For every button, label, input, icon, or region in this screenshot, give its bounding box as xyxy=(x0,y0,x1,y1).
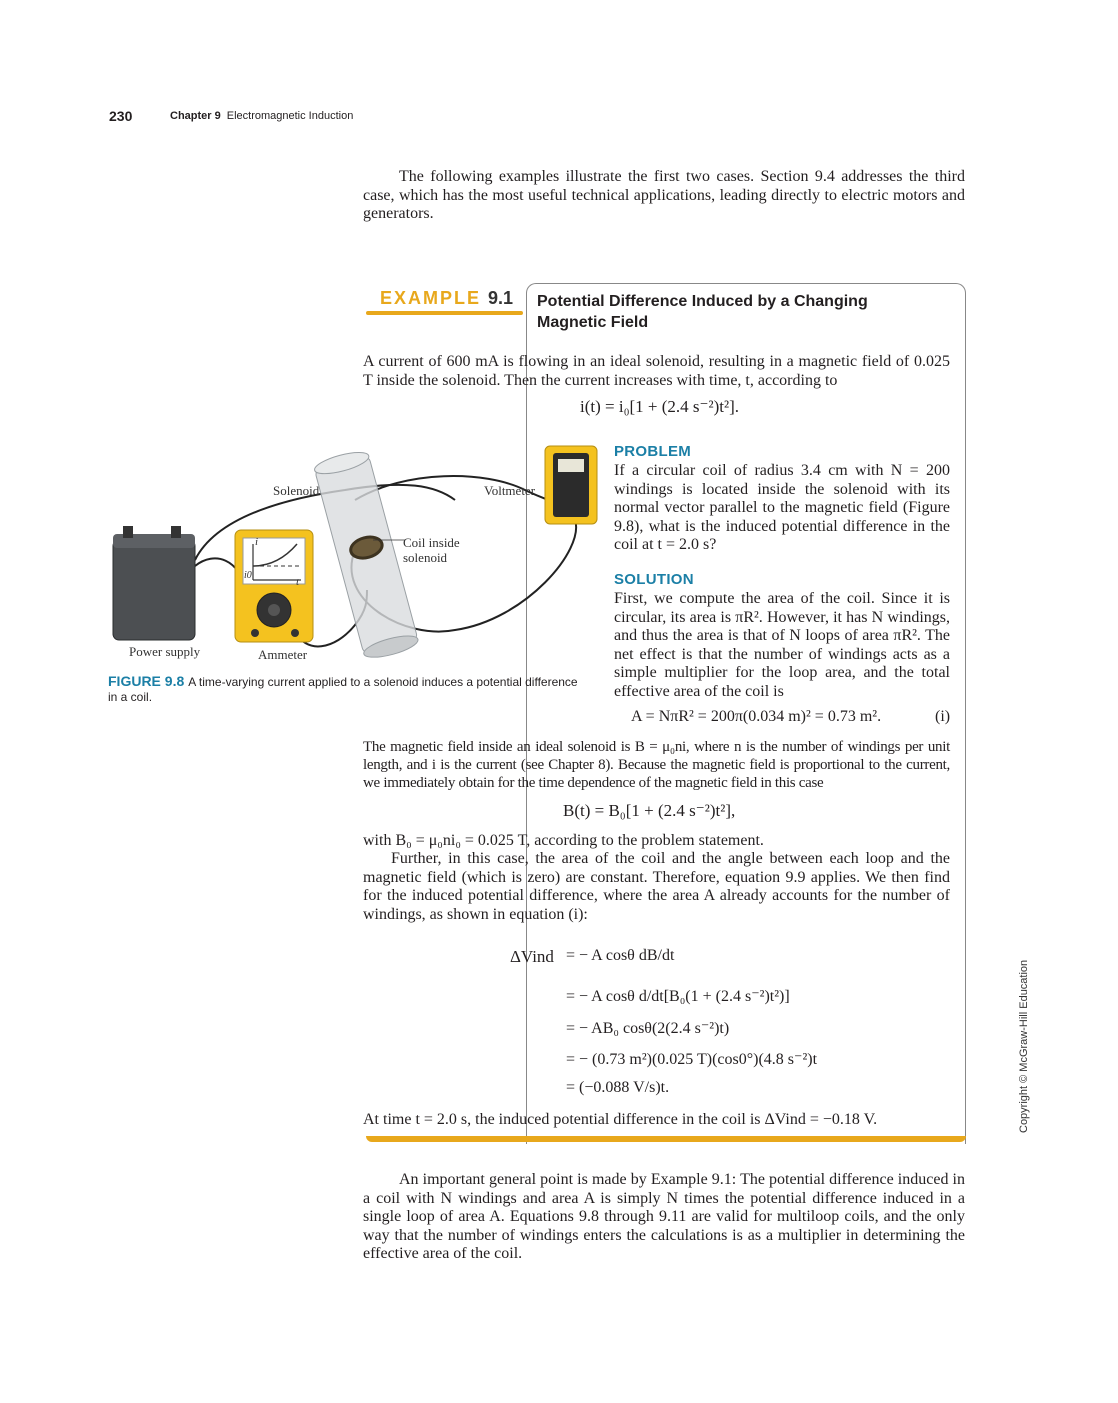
label-ammeter: Ammeter xyxy=(258,647,308,662)
label-axis-i: i xyxy=(255,536,259,548)
example-label-number: 9.1 xyxy=(488,288,514,308)
derivation-line-3: = − AB₀ cosθ(2(2.4 s⁻²)t) xyxy=(566,1020,730,1037)
example-label-bar xyxy=(366,311,523,315)
derivation-line-5: = (−0.088 V/s)t. xyxy=(566,1079,670,1096)
solution-text: First, we compute the area of the coil. Since it is circular, its area is πR². However, it has N windings, and thus the area is that of N loops of area πR². The net effect is that the number of windings acts as a simple multiplier for the loop area, and the total effective area of the coil is xyxy=(614,590,950,700)
further-paragraph: Further, in this case, the area of the coil and the angle between each loop and the magnetic field (which is zero) are constant. Therefore, equation 9.9 applies. We then find for the induced potential difference, where the area A already accounts for the number of windings, as shown in equation (i): xyxy=(363,850,950,923)
equation-current: i(t) = i₀[1 + (2.4 s⁻²)t²]. xyxy=(580,397,739,416)
answer-line: At time t = 2.0 s, the induced potential difference in the coil is ΔVind = −0.18 V. xyxy=(363,1111,878,1128)
label-coil-line2: solenoid xyxy=(403,550,448,565)
page-number: 230 xyxy=(109,108,133,124)
intro-paragraph: The following examples illustrate the first two cases. Section 9.4 addresses the third case, which has the most useful technical applications, leading directly to electric motors and generators. xyxy=(363,168,965,222)
voltmeter xyxy=(545,446,597,524)
example-title: Potential Difference Induced by a Changing Magnetic Field xyxy=(537,293,868,331)
with-line: with B₀ = μ₀ni₀ = 0.025 T, according to the problem statement. xyxy=(363,832,764,849)
power-supply xyxy=(113,526,195,640)
closing-paragraph: An important general point is made by Example 9.1: The potential difference induced in a coil with N windings and area A is simply N times the potential difference induced in a single loop of area A. Equations 9.8 through 9.11 are valid for multiloop coils, and the only way that the number of windings enters the calculations is as a multiplier in determining the effective area of the coil. xyxy=(363,1171,965,1262)
label-power-supply: Power supply xyxy=(129,644,201,659)
figure-caption-text: A time-varying current applied to a solenoid induces a potential difference in a coil. xyxy=(108,675,578,704)
side-copyright: Copyright © McGraw-Hill Education xyxy=(1018,959,1030,1133)
example-label-word: EXAMPLE xyxy=(380,288,482,308)
label-axis-t: t xyxy=(296,576,300,588)
figure-9-8-illustration xyxy=(105,440,605,672)
derivation-lhs: ΔVind xyxy=(510,947,554,966)
figure-label: FIGURE 9.8 xyxy=(108,673,185,689)
derivation-line-2: = − A cosθ d/dt[B₀(1 + (2.4 s⁻²)t²)] xyxy=(566,988,790,1005)
derivation-line-1: = − A cosθ dB/dt xyxy=(566,947,675,964)
problem-heading: PROBLEM xyxy=(614,443,692,460)
derivation-line-4: = − (0.73 m²)(0.025 T)(cos0°)(4.8 s⁻²)t xyxy=(566,1051,818,1068)
equation-area-tag: (i) xyxy=(935,708,951,725)
equation-area: A = NπR² = 200π(0.034 m)² = 0.73 m². xyxy=(631,708,882,725)
label-axis-i0: i0 xyxy=(244,570,252,581)
label-solenoid: Solenoid xyxy=(273,483,320,498)
solution-heading: SOLUTION xyxy=(614,571,694,588)
label-voltmeter: Voltmeter xyxy=(484,483,536,498)
label-coil-line1: Coil inside xyxy=(403,535,460,550)
equation-field: B(t) = B₀[1 + (2.4 s⁻²)t²], xyxy=(563,801,736,820)
figure-caption xyxy=(108,674,586,705)
example-bottom-bar xyxy=(366,1136,966,1142)
chapter-label: Chapter 9 xyxy=(170,110,221,122)
chapter-title: Electromagnetic Induction xyxy=(226,110,354,122)
problem-text: If a circular coil of radius 3.4 cm with N = 200 windings is located inside the solenoid with its normal vector parallel to the magnetic field (Figure 9.8), what is the induced potential difference in the coil at t = 2.0 s? xyxy=(614,462,950,553)
example-label xyxy=(380,288,513,309)
field-paragraph: The magnetic field inside an ideal solenoid is B = μ₀ni, where n is the number of windings per unit length, and i is the current (see Chapter 8). Because the magnetic field is proportional to the current, we immediately obtain for the time dependence of the magnetic field in this case xyxy=(363,739,950,791)
ammeter xyxy=(235,530,313,642)
running-header xyxy=(170,110,353,122)
example-intro: A current of 600 mA is flowing in an ideal solenoid, resulting in a magnetic field of 0.025 T inside the solenoid. Then the current increases with time, t, according to xyxy=(363,353,950,389)
